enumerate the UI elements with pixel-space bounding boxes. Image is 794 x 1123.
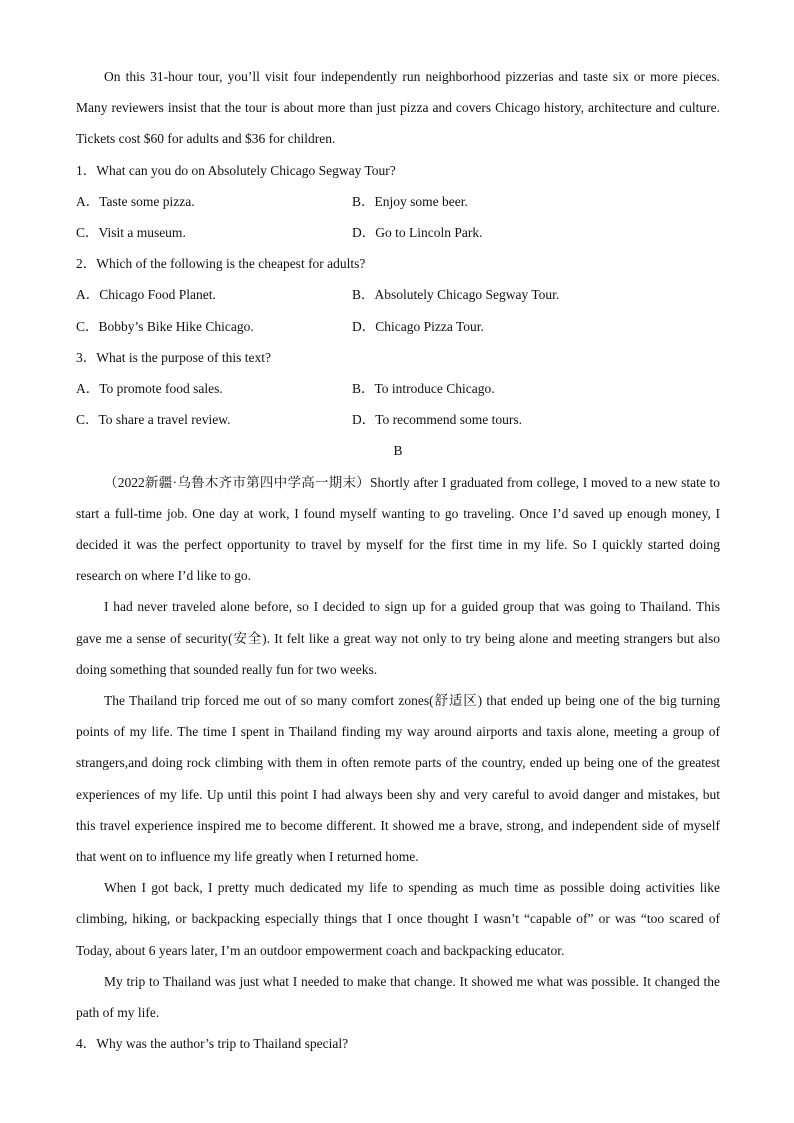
section-b-heading: B: [393, 443, 403, 459]
intro-paragraph: On this 31-hour tour, you’ll visit four independently run neighborhood pizzerias and taste six or more pieces. Many reviewers insist that the tour is about more than just pizza and covers Chicago history, architecture and culture. Tickets cost $60 for adults and $36 for children.: [76, 69, 720, 147]
question-3-option-d: D．To recommend some tours.: [352, 412, 523, 428]
question-1-options-row-1: [76, 186, 720, 217]
question-3-text: 3．What is the purpose of this text?: [76, 349, 271, 365]
question-3-options-row-2: [76, 404, 720, 435]
section-b-paragraph-4: When I got back, I pretty much dedicated my life to spending as much time as possible doing activities like climbing, hiking, or backpacking especially things that I once thought I wasn’t “capable of” or was “too scared of Today, about 6 years later, I’m an outdoor empowerment coach and backpacking educator.: [76, 880, 720, 958]
question-1-option-c: C．Visit a museum.: [76, 225, 186, 241]
question-1-option-b: B．Enjoy some beer.: [352, 193, 468, 209]
section-b-paragraph-3: The Thailand trip forced me out of so many comfort zones(舒适区) that ended up being one of the big turning points of my life. The time I spent in Thailand finding my way around airports and taxis alone, meeting a group of strangers,and doing rock climbing with them in often remote parts of the country, ended up being one of the greatest experiences of my life. Up until this point I had always been shy and very careful to avoid danger and mistakes, but this travel experience inspired me to become different. It showed me a brave, strong, and independent side of myself that went on to influence my life greatly when I returned home.: [76, 693, 720, 865]
content-block: [76, 61, 720, 1060]
question-3: [76, 342, 720, 436]
question-3-option-c: C．To share a travel review.: [76, 412, 231, 428]
question-2-option-a: A．Chicago Food Planet.: [76, 287, 216, 303]
question-1-option-a: A．Taste some pizza.: [76, 193, 195, 209]
question-2-option-d: D．Chicago Pizza Tour.: [352, 318, 484, 334]
question-2-option-b: B．Absolutely Chicago Segway Tour.: [352, 287, 560, 303]
question-2-option-c: C．Bobby’s Bike Hike Chicago.: [76, 318, 254, 334]
question-2-text: 2．Which of the following is the cheapest for adults?: [76, 256, 366, 272]
question-1: [76, 155, 720, 249]
question-1-option-d: D．Go to Lincoln Park.: [352, 225, 483, 241]
question-3-options-row-1: [76, 373, 720, 404]
question-1-text: 1．What can you do on Absolutely Chicago Segway Tour?: [76, 162, 396, 178]
question-3-option-b: B．To introduce Chicago.: [352, 381, 495, 397]
section-b-paragraph-5: My trip to Thailand was just what I needed to make that change. It showed me what was possible. It changed the path of my life.: [76, 973, 720, 1021]
section-b-paragraph-2: I had never traveled alone before, so I decided to sign up for a guided group that was going to Thailand. This gave me a sense of security(安全). It felt like a great way not only to try being alone and meeting strangers but also doing something that sounded really fun for two weeks.: [76, 599, 720, 677]
question-1-options-row-2: [76, 217, 720, 248]
question-2: [76, 248, 720, 342]
question-3-option-a: A．To promote food sales.: [76, 381, 223, 397]
section-b-paragraph-1: （2022新疆·乌鲁木齐市第四中学高一期末）Shortly after I graduated from college, I moved to a new state to start a full-time job. One day at work, I found myself wanting to go traveling. Once I’d saved up enough money, I decided it was the perfect opportunity to travel by myself for the first time in my life. So I quickly started doing research on where I’d like to go.: [76, 474, 720, 584]
question-2-options-row-1: [76, 279, 720, 310]
question-4-text: 4．Why was the author’s trip to Thailand special?: [76, 1036, 349, 1052]
question-2-options-row-2: [76, 311, 720, 342]
